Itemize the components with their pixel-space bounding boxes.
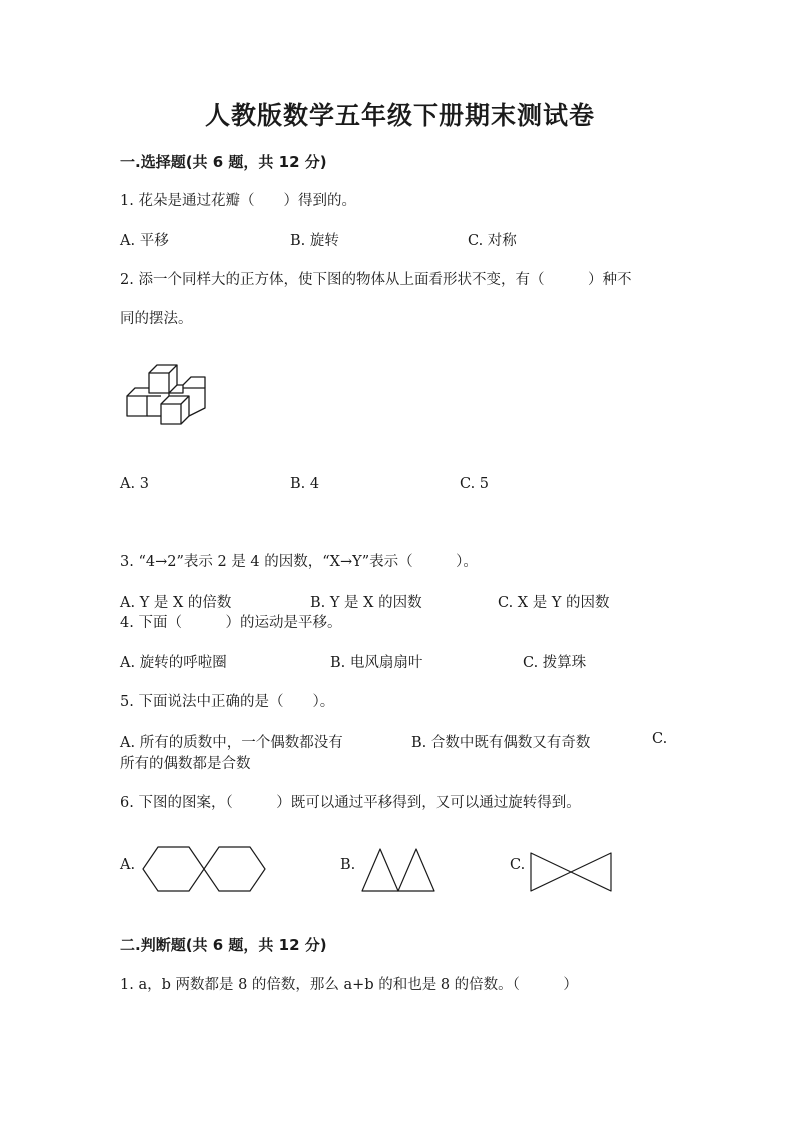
cube-stack-figure: [124, 361, 208, 431]
question-2-option-b: B. 4: [290, 476, 320, 492]
question-6-stem: 6. 下图的图案，（ ）既可以通过平移得到，又可以通过旋转得到。: [120, 795, 581, 811]
question-5-option-b: B. 合数中既有偶数又有奇数: [411, 735, 591, 751]
question-2-stem-line1: 2. 添一个同样大的正方体，使下图的物体从上面看形状不变，有（ ）种不: [120, 272, 632, 288]
question-4-option-c: C. 拨算珠: [523, 655, 587, 671]
question-3-stem: 3. “4→2”表示 2 是 4 的因数，“X→Y”表示（ ）。: [120, 554, 478, 570]
section-header-judgement: 二.判断题(共 6 题，共 12 分): [120, 936, 327, 954]
question-3-option-c: C. X 是 Y 的因数: [498, 595, 610, 611]
question-4-stem: 4. 下面（ ）的运动是平移。: [120, 615, 342, 631]
question-6-option-c-label: C.: [510, 857, 526, 873]
question-2-stem-line2: 同的摆法。: [120, 311, 193, 327]
question-4-option-b: B. 电风扇扇叶: [330, 655, 423, 671]
question-2-option-a: A. 3: [120, 476, 149, 492]
question-5-option-c-label: C.: [652, 731, 668, 747]
question-5-option-c-text: 所有的偶数都是合数: [120, 756, 251, 772]
double-triangle-figure: [360, 847, 438, 893]
question-5-stem: 5. 下面说法中正确的是（ ）。: [120, 694, 335, 710]
section-header-choice: 一.选择题(共 6 题，共 12 分): [120, 153, 327, 171]
question-4-option-a: A. 旋转的呼啦圈: [120, 655, 227, 671]
question-5-option-a: A. 所有的质数中，一个偶数都没有: [120, 735, 343, 751]
question-1-stem: 1. 花朵是通过花瓣（ ）得到的。: [120, 193, 356, 209]
question-3-option-a: A. Y 是 X 的倍数: [120, 595, 232, 611]
bowtie-figure: [529, 851, 613, 893]
page-title: 人教版数学五年级下册期末测试卷: [204, 101, 595, 130]
question-1-option-c: C. 对称: [468, 233, 517, 249]
question-1-option-b: B. 旋转: [290, 233, 339, 249]
question-6-option-b-label: B.: [340, 857, 356, 873]
question-2-option-c: C. 5: [460, 476, 490, 492]
question-6-option-a-label: A.: [120, 857, 136, 873]
double-hexagon-figure: [141, 845, 267, 893]
question-3-option-b: B. Y 是 X 的因数: [310, 595, 422, 611]
judgement-question-1-stem: 1. a，b 两数都是 8 的倍数，那么 a+b 的和也是 8 的倍数。（ ）: [120, 977, 578, 993]
question-1-option-a: A. 平移: [120, 233, 169, 249]
